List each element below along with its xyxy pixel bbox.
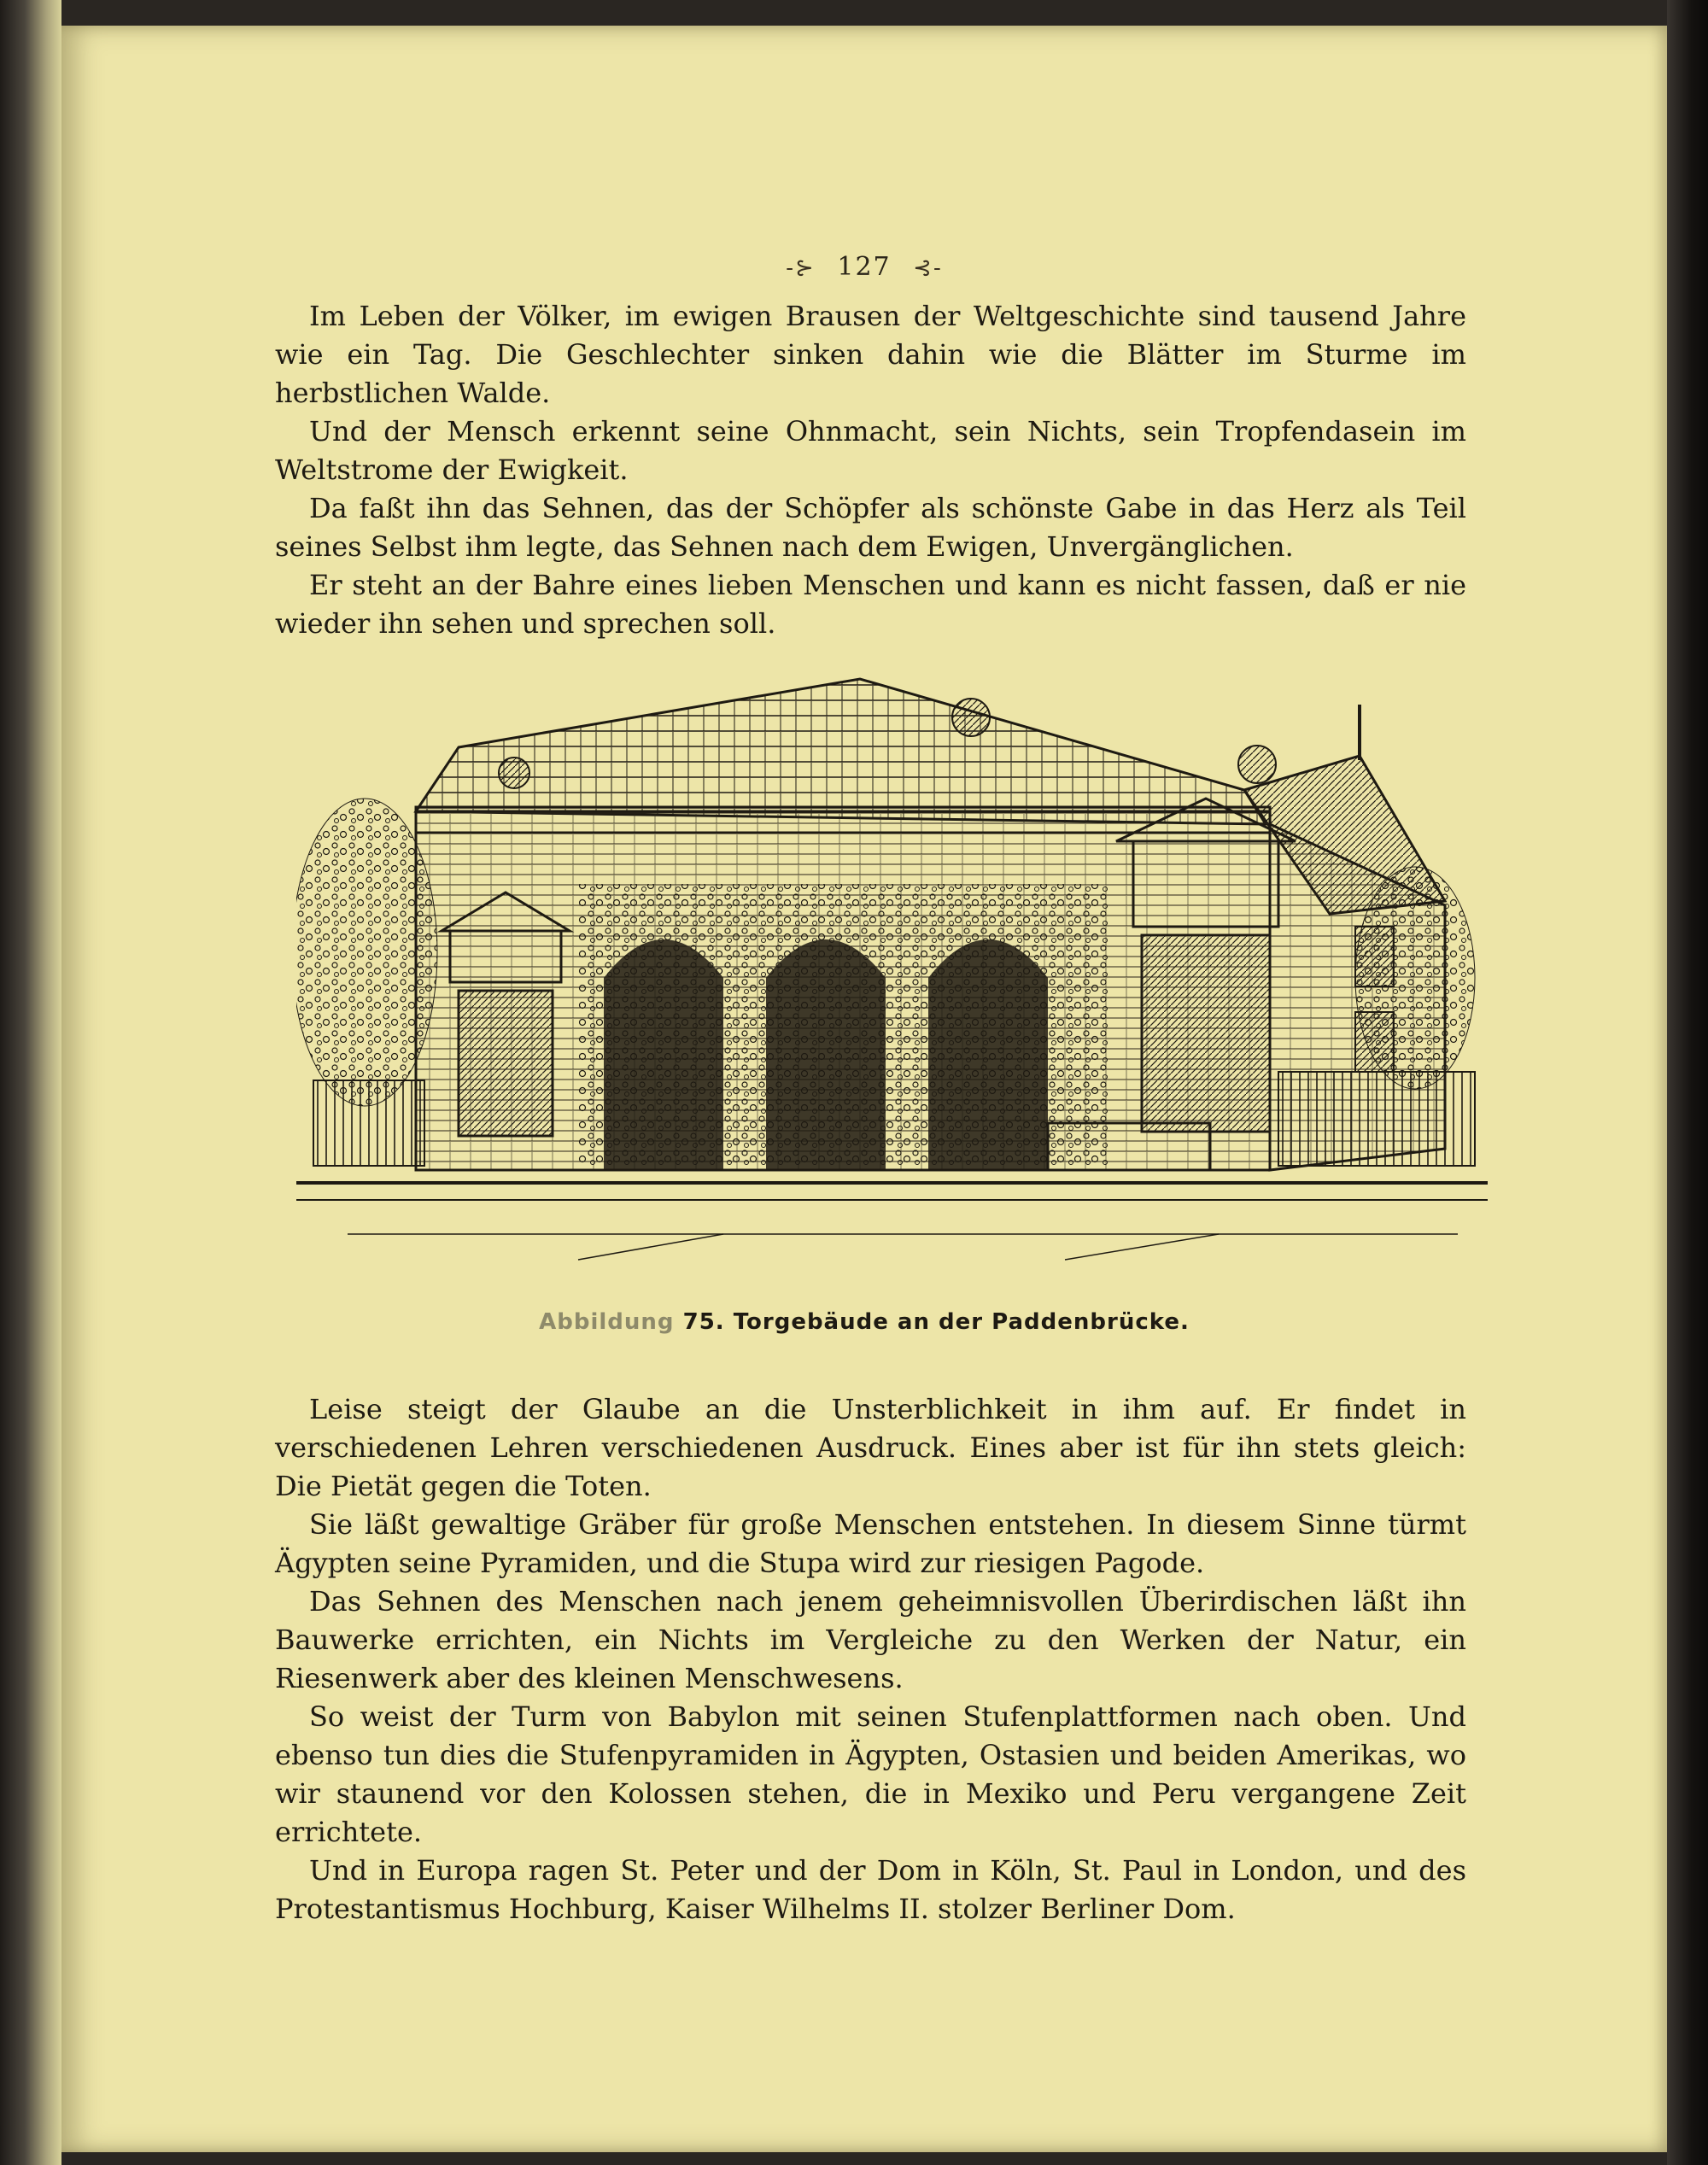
paragraph: Leise steigt der Glaube an die Unsterblichkeit in ihm auf. Er findet in verschiedenen Lehren verschiedenen Ausdruck. Eines aber ist für ihn stets gleich: Die Pietät gegen die Toten.	[275, 1393, 1466, 1502]
figure-caption	[61, 1309, 1667, 1335]
book-binding-left	[0, 0, 61, 2165]
paragraph: Im Leben der Völker, im ewigen Brausen der Weltgeschichte sind tausend Jahre wie ein Tag. Die Geschlechter sinken dahin wie die Blätter im Sturme im herbstlichen Walde.	[275, 300, 1466, 409]
paragraph: Das Sehnen des Menschen nach jenem geheimnisvollen Überirdischen läßt ihn Bauwerke errichten, ein Nichts im Vergleiche zu den Werken der Natur, ein Riesenwerk aber des kleinen Menschwesens.	[275, 1585, 1466, 1694]
building-illustration	[296, 670, 1488, 1302]
paragraph: So weist der Turm von Babylon mit seinen Stufenplattformen nach oben. Und ebenso tun dies die Stufenpyramiden in Ägypten, Ostasien und beiden Amerikas, wo wir staunend vor den Kolossen stehen, die in Mexiko und Peru vergangene Zeit errichtete.	[275, 1700, 1466, 1848]
gatehouse-engraving	[296, 670, 1488, 1302]
paragraph: Und in Europa ragen St. Peter und der Dom in Köln, St. Paul in London, und des Protestantismus Hochburg, Kaiser Wilhelms II. stolzer Berliner Dom.	[275, 1854, 1466, 1925]
paragraph: Sie läßt gewaltige Gräber für große Menschen entstehen. In diesem Sinne türmt Ägypten seine Pyramiden, und die Stupa wird zur riesigen Pagode.	[275, 1508, 1466, 1579]
book-cover-right	[1667, 0, 1708, 2165]
caption-title: Torgebäude an der Paddenbrücke.	[733, 1309, 1190, 1335]
book-page	[61, 26, 1667, 2152]
caption-number: 75.	[682, 1309, 725, 1335]
caption-label: Abbildung	[539, 1309, 675, 1335]
page-number: 127	[837, 252, 892, 282]
paragraph: Er steht an der Bahre eines lieben Menschen und kann es nicht fassen, daß er nie wieder ihn sehen und sprechen soll.	[275, 569, 1466, 640]
ornament-right-icon: ⊰-	[913, 255, 943, 281]
paragraph: Und der Mensch erkennt seine Ohnmacht, sein Nichts, sein Tropfendasein im Weltstrome der Ewigkeit.	[275, 415, 1466, 486]
paragraph: Da faßt ihn das Sehnen, das der Schöpfer als schönste Gabe in das Herz als Teil seines Selbst ihm legte, das Sehnen nach dem Ewigen, Unvergänglichen.	[275, 492, 1466, 563]
ornament-left-icon: -⊱	[786, 255, 816, 281]
bottom-text-block	[275, 1390, 1466, 1928]
page-header	[61, 252, 1667, 282]
top-text-block	[275, 297, 1466, 643]
